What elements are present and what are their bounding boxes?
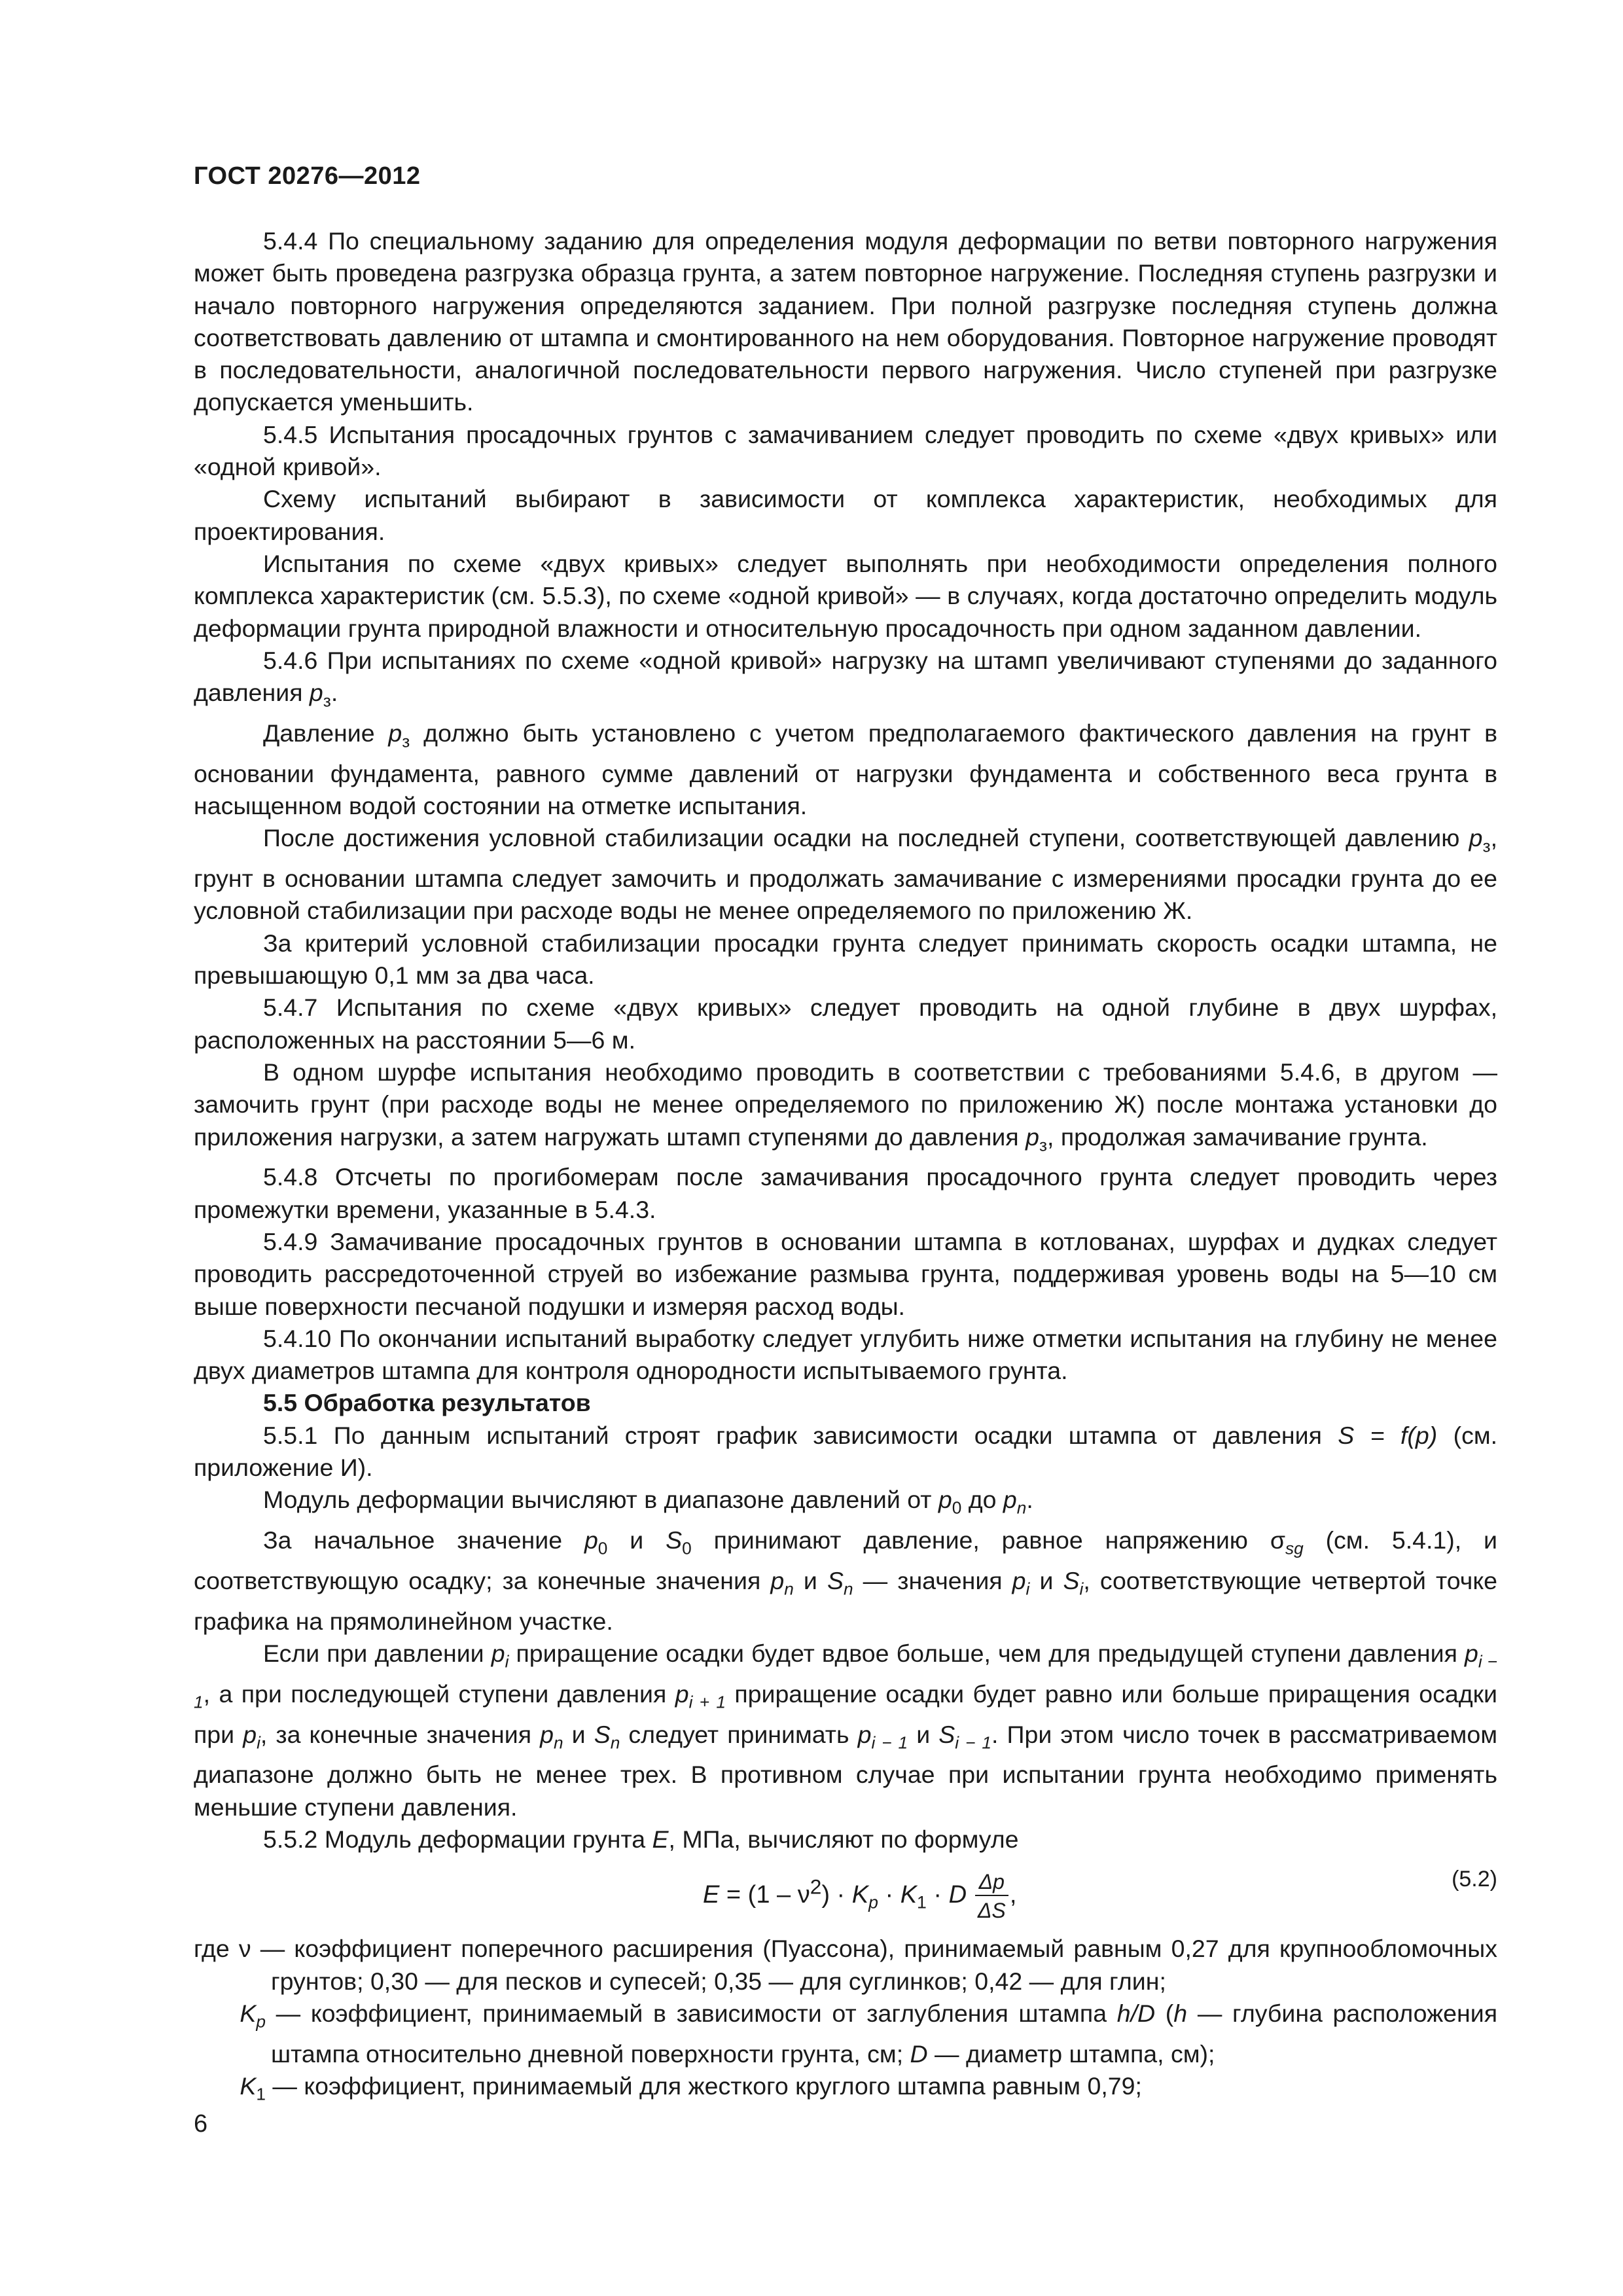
formula-expression: $E = (1 - \nu^2) \cdot K_p \cdot K_1 \cdot D$ $\frac{\Delta p}{\Delta S}$ , <box>703 1870 1017 1923</box>
paragraph-5-4-9: 5.4.9 Замачивание просадочных грунтов в основании штампа в котлованах, шурфах и дудках следует проводить рассредоточенной струей во избежание размыва грунта, поддерживая уровень воды на 5—10 см выше поверхности песчаной подушки и измеряя расход воды. <box>194 1227 1497 1320</box>
paragraph-two-curves: Испытания по схеме «двух кривых» следует выполнять при необходимости определения полного комплекса характеристик (см. 5.5.3), по схеме «одной кривой» — в случаях, когда достаточно определить модуль деформации грунта природной влажности и относительную просадочность при одном заданном давлении. <box>194 549 1497 642</box>
paragraph-one-pit: В одном шурфе испытания необходимо проводить в соответствии с требованиями 5.4.6, в другом — замочить грунт (при расходе воды не менее определяемого по приложению Ж) после монтажа установки до приложения нагрузки, а затем нагружать штамп ступенями до давления $p_з$, продолжая замачивание грунта. <box>194 1058 1497 1155</box>
paragraph-5-4-10: 5.4.10 По окончании испытаний выработку следует углубить ниже отметки испытания на глубину не менее двух диаметров штампа для контроля однородности испытываемого грунта. <box>194 1324 1497 1385</box>
paragraph-pressure: Давление $p_з$ должно быть установлено с учетом предполагаемого фактического давления на грунт в основании фундамента, равного сумме давлений от нагрузки фундамента и собственного веса грунта в насыщенном водой состоянии на отметке испытания. <box>194 719 1497 820</box>
formula-definitions <box>194 1933 1497 2110</box>
paragraph-5-4-6: 5.4.6 При испытаниях по схеме «одной кривой» нагрузку на штамп увеличивают ступенями до заданного давления $p_з$. <box>194 646 1497 711</box>
paragraph-criterion: За критерий условной стабилизации просадки грунта следует принимать скорость осадки штампа, не превышающую 0,1 мм за два часа. <box>194 929 1497 990</box>
paragraph-after-stabilization: После достижения условной стабилизации осадки на последней ступени, соответствующей давлению $p_з$, грунт в основании штампа следует замочить и продолжать замачивание с измерениями просадки грунта до ее условной стабилизации при расходе воды не менее определяемого по приложению Ж. <box>194 824 1497 925</box>
paragraph-if-pressure: Если при давлении $p_i$ приращение осадки будет вдвое больше, чем для предыдущей ступени давления $p_{i - 1}$, а при последующей ступени давления $p_{i + 1}$ приращение осадки будет равно или больше приращения осадки при $p_i$, за конечные значения $p_n$ и $S_n$ следует принимать $p_{i - 1}$ и $S_{i - 1}$. При этом число точек в рассматриваемом диапазоне должно быть не менее трех. В противном случае при испытании грунта необходимо применять меньшие ступени давления. <box>194 1639 1497 1821</box>
section-heading-5-5: 5.5 Обработка результатов <box>263 1389 591 1417</box>
paragraph-5-4-7: 5.4.7 Испытания по схеме «двух кривых» следует проводить на одной глубине в двух шурфах, расположенных на расстоянии 5—6 м. <box>194 994 1497 1054</box>
formula-fraction: $\frac{\Delta p}{\Delta S}$ <box>975 1869 1008 1924</box>
formula-5-2 <box>194 1856 1497 1933</box>
document-body <box>194 225 1497 2111</box>
definition-nu: где ν — коэффициент поперечного расширения (Пуассона), принимаемый равным 0,27 для крупнообломочных грунтов; 0,30 — для песков и супесей; 0,35 — для суглинков; 0,42 — для глин; <box>194 1935 1497 1995</box>
definition-kp: $K_p$ — коэффициент, принимаемый в зависимости от заглубления штампа h/D (h — глубина расположения штампа относительно дневной поверхности грунта, см; D — диаметр штампа, см); <box>240 1999 1497 2068</box>
definition-k1: $K_1$ — коэффициент, принимаемый для жесткого круглого штампа равным 0,79; <box>240 2072 1142 2104</box>
paragraph-5-4-5: 5.4.5 Испытания просадочных грунтов с замачиванием следует проводить по схеме «двух кривых» или «одной кривой». <box>194 420 1497 481</box>
document-header: ГОСТ 20276—2012 <box>194 162 421 190</box>
page-number: 6 <box>194 2110 208 2138</box>
paragraph-5-5-2: 5.5.2 Модуль деформации грунта E, МПа, вычисляют по формуле <box>263 1825 1019 1853</box>
paragraph-5-4-4: 5.4.4 По специальному заданию для определения модуля деформации по ветви повторного нагружения может быть проведена разгрузка образца грунта, а затем повторное нагружение. Последняя ступень разгрузки и начало повторного нагружения определяются заданием. При полной разгрузке последняя ступень должна соответствовать давлению от штампа и смонтированного на нем оборудования. Повторное нагружение проводят в последовательности, аналогичной последовательности первого нагружения. Число ступеней при разгрузке допускается уменьшить. <box>194 227 1497 416</box>
formula-number: (5.2) <box>1452 1867 1497 1892</box>
paragraph-5-5-1: 5.5.1 По данным испытаний строят график зависимости осадки штампа от давления S = f(p) (см. приложение И). <box>194 1421 1498 1481</box>
paragraph-modulus-range: Модуль деформации вычисляют в диапазоне давлений от $p_0$ до $p_n$. <box>263 1486 1033 1518</box>
paragraph-scheme: Схему испытаний выбирают в зависимости от комплекса характеристик, необходимых для проектирования. <box>194 485 1497 545</box>
paragraph-5-4-8: 5.4.8 Отсчеты по прогибомерам после замачивания просадочного грунта следует проводить через промежутки времени, указанные в 5.4.3. <box>194 1163 1497 1223</box>
paragraph-initial-value: За начальное значение $p_0$ и $S_0$ принимают давление, равное напряжению $\sigma_{sg}$ (см. 5.4.1), и соответствующую осадку; за конечные значения $p_n$ и $S_n$ — значения $p_i$ и $S_i$, соответствующие четвертой точке графика на прямолинейном участке. <box>194 1526 1498 1635</box>
